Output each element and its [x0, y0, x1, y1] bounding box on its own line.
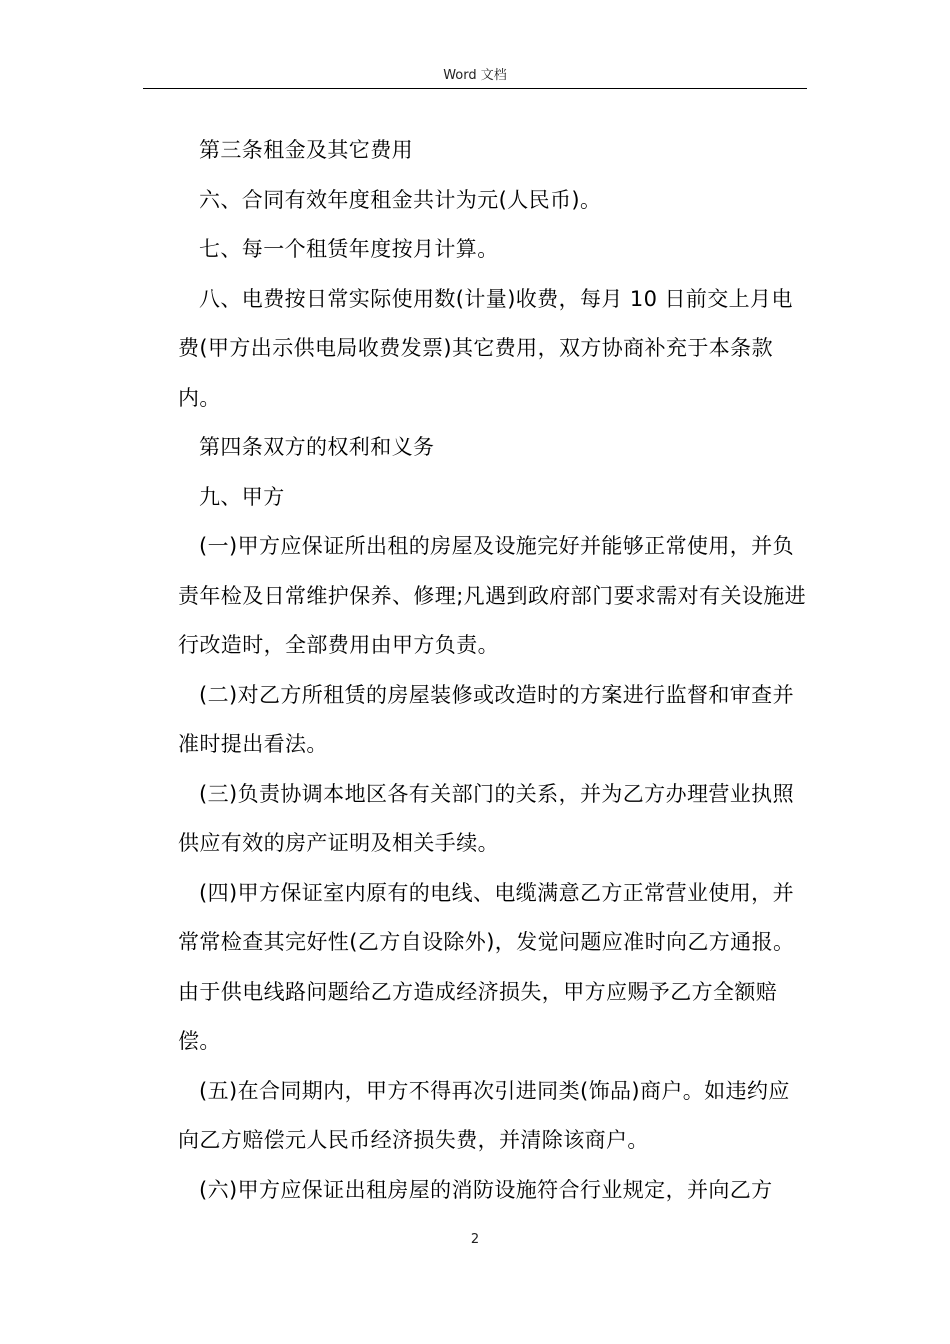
- item-5: (五)在合同期内，甲方不得再次引进同类(饰品)商户。如违约应向乙方赔偿元人民币经济损失费，并清除该商户。: [178, 1078, 790, 1152]
- item-6: (六)甲方应保证出租房屋的消防设施符合行业规定，并向乙方: [199, 1177, 773, 1202]
- item-1: (一)甲方应保证所出租的房屋及设施完好并能够正常使用，并负责年检及日常维护保养、修理;凡遇到政府部门要求需对有关设施进行改造时，全部费用由甲方负责。: [178, 534, 807, 657]
- item-2: (二)对乙方所租赁的房屋装修或改造时的方案进行监督和审查并准时提出看法。: [178, 682, 794, 756]
- page-number: 2: [470, 1232, 480, 1247]
- document-body: [178, 126, 808, 1215]
- clause-9-party-a: 九、甲方: [199, 484, 285, 509]
- header-rule: [143, 88, 807, 89]
- section-heading-rent: 第三条租金及其它费用: [199, 138, 413, 162]
- item-4: (四)甲方保证室内原有的电线、电缆满意乙方正常营业使用，并常常检查其完好性(乙方自设除外)，发觉问题应准时向乙方通报。由于供电线路问题给乙方造成经济损失，甲方应赐予乙方全额赔偿。: [178, 880, 795, 1053]
- section-heading-rights: 第四条双方的权利和义务: [199, 435, 435, 459]
- clause-7: 七、每一个租赁年度按月计算。: [199, 237, 499, 261]
- page-header: Word 文档: [443, 68, 507, 83]
- clause-6: 六、合同有效年度租金共计为元(人民币)。: [199, 187, 602, 212]
- clause-8: 八、电费按日常实际使用数(计量)收费，每月 10 日前交上月电费(甲方出示供电局收费发票)其它费用，双方协商补充于本条款内。: [178, 286, 793, 410]
- item-3: (三)负责协调本地区各有关部门的关系，并为乙方办理营业执照供应有效的房产证明及相关手续。: [178, 781, 794, 855]
